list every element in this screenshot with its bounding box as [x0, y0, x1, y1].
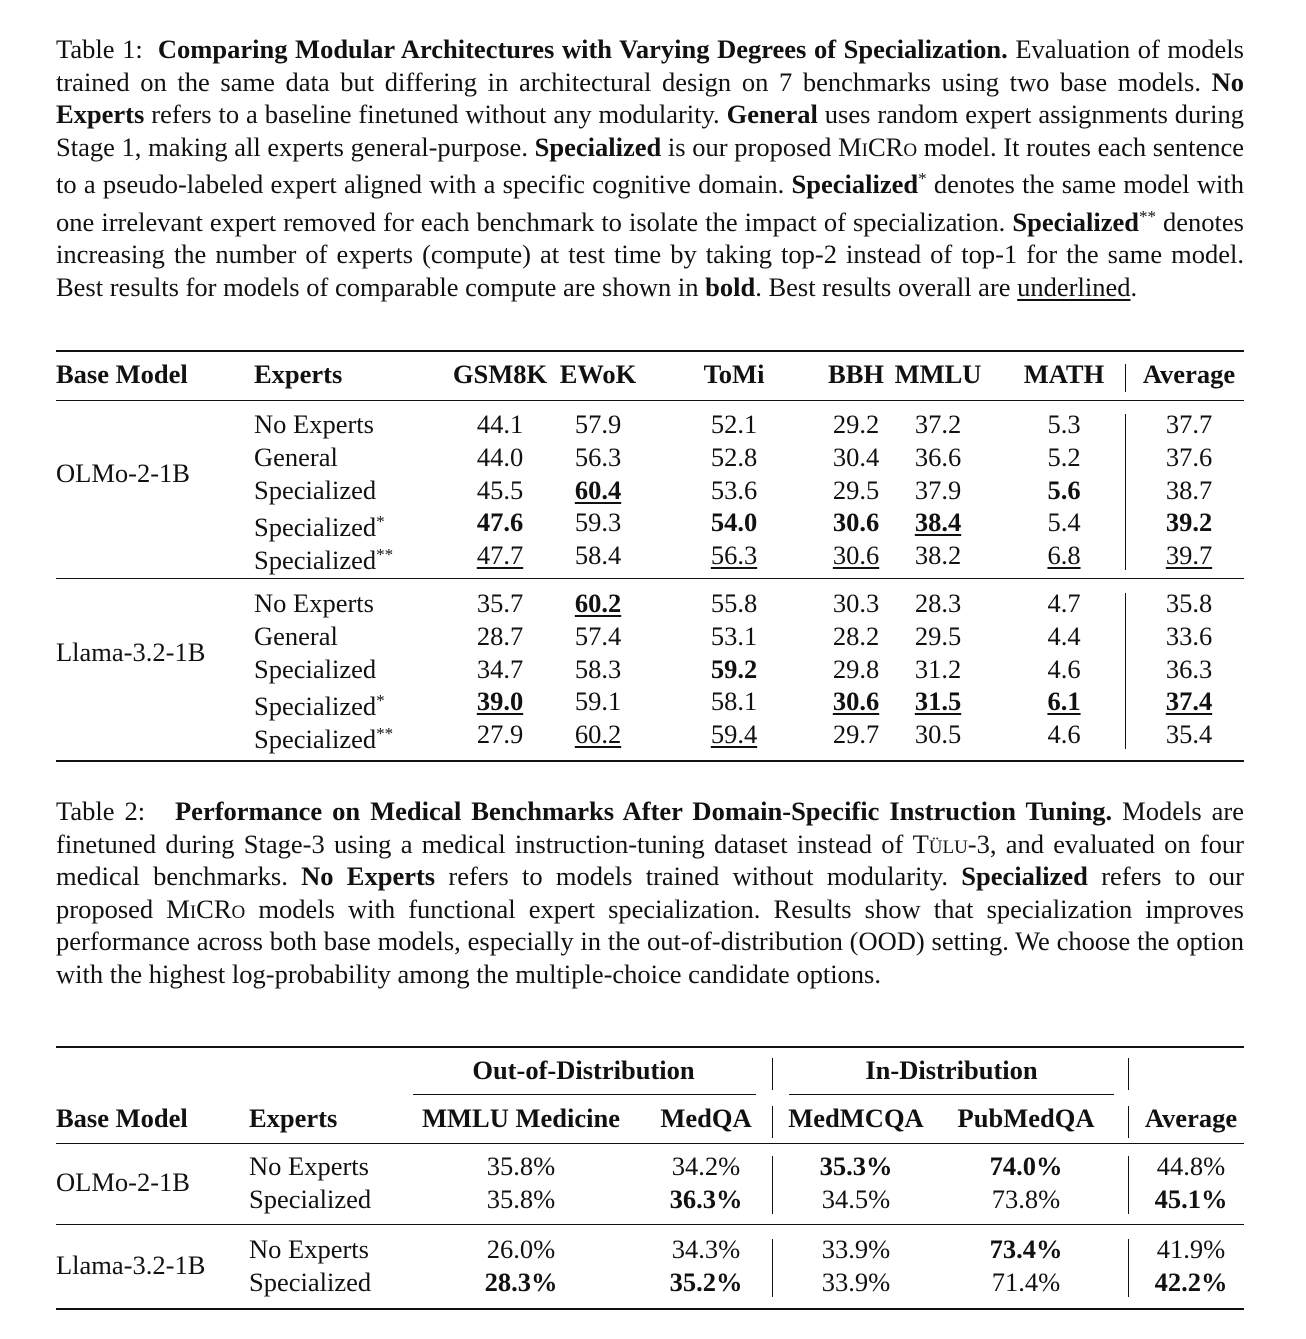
- table1-value-cell: [1004, 587, 1124, 620]
- table1-value: 28.7: [476, 620, 524, 651]
- table1-value: 33.6: [1165, 620, 1213, 651]
- table1-value: 45.5: [476, 474, 524, 505]
- table1-group-rule: [56, 578, 1244, 579]
- table2-divider: [772, 1156, 773, 1214]
- table1-value-cell: [1129, 506, 1249, 539]
- table1-value: 34.7: [476, 653, 524, 684]
- table2-divider: [772, 1058, 773, 1090]
- table1-value: 37.2: [914, 409, 962, 439]
- table1-value: 5.3: [1047, 409, 1081, 439]
- table1-value-cell: [538, 441, 658, 474]
- table1-value-cell: [538, 587, 658, 620]
- table1-experts-label: No Experts: [254, 588, 374, 618]
- table1-experts-label: Specialized**: [254, 724, 394, 755]
- table1-header-mmlu: MMLU: [894, 359, 982, 389]
- table1-value: 59.1: [574, 686, 622, 717]
- table2-value: 71.4%: [991, 1266, 1061, 1297]
- table2-header-base-model: Base Model: [56, 1103, 188, 1133]
- table1-value: 38.7: [1165, 474, 1213, 505]
- experts-superscript: **: [376, 724, 394, 744]
- caption-text: refers to models trained without modularity.: [435, 861, 962, 891]
- caption-term: General: [726, 99, 818, 129]
- table2-group-header-ood: Out-of-Distribution: [472, 1055, 695, 1085]
- table1-value: 6.8: [1047, 540, 1081, 571]
- table1-value-cell: [538, 539, 658, 572]
- table2-group-header-id: In-Distribution: [865, 1055, 1038, 1085]
- table1-value: 60.4: [574, 474, 622, 505]
- table2-divider: [1128, 1058, 1129, 1090]
- table1-value: 39.2: [1165, 507, 1213, 538]
- table2-group-rule: [56, 1224, 1244, 1225]
- table1-value-cell: [1004, 620, 1124, 653]
- caption-text: denotes increasing the number of experts (compute) at test time by taking top-2 instead of top-1 for the same model. Best results for models of comparable compute are shown in: [56, 206, 1244, 302]
- table2-value: 42.2%: [1154, 1266, 1228, 1297]
- table1: [56, 350, 1244, 762]
- table1-value: 44.0: [476, 441, 524, 472]
- table1-value-cell: [1129, 620, 1249, 653]
- table1-caption-label: Table 1:: [56, 34, 143, 64]
- table1-value: 37.7: [1165, 409, 1213, 439]
- experts-superscript: *: [376, 691, 385, 711]
- table1-experts-label: Specialized**: [254, 545, 394, 576]
- table1-group-divider: [1125, 414, 1126, 570]
- table1-header-base-model: Base Model: [56, 359, 188, 389]
- table1-value-cell: [878, 587, 998, 620]
- caption-text: Evaluation of models trained on the same data but differing in architectural design on 7 benchmarks using two base models.: [56, 34, 1244, 97]
- table1-value: 56.3: [574, 441, 622, 472]
- table2-cmidrule-ood: [413, 1094, 756, 1095]
- table1-value: 57.9: [574, 409, 622, 439]
- table1-value-cell: [674, 653, 794, 686]
- table1-value-cell: [674, 685, 794, 718]
- table1-base-model: OLMo-2-1B: [56, 458, 190, 489]
- table1-value: 29.7: [832, 719, 880, 750]
- table2-value: 45.1%: [1154, 1183, 1228, 1214]
- table1-value: 30.6: [832, 540, 880, 571]
- table1-experts-label: Specialized*: [254, 691, 385, 722]
- table1-value: 5.4: [1047, 507, 1081, 538]
- table1-header-experts: Experts: [254, 359, 343, 389]
- table1-value-cell: [674, 408, 794, 441]
- caption-model-name: MiCRo: [166, 893, 246, 924]
- table1-value: 38.4: [914, 507, 962, 538]
- table1-caption: [56, 33, 1244, 303]
- table1-value: 30.4: [832, 441, 880, 472]
- experts-superscript: **: [376, 545, 394, 565]
- table1-value: 6.1: [1047, 686, 1081, 717]
- table1-value-cell: [674, 441, 794, 474]
- table2-value: 35.3%: [819, 1151, 893, 1181]
- table2-value: 35.2%: [669, 1266, 743, 1297]
- table2-divider: [1128, 1156, 1129, 1214]
- table2-base-model: Llama-3.2-1B: [56, 1250, 206, 1281]
- table1-value: 44.1: [476, 409, 524, 439]
- table1-value: 38.2: [914, 540, 962, 571]
- table1-value-cell: [538, 718, 658, 751]
- table1-value: 28.2: [832, 620, 880, 651]
- table2-experts-label: Specialized: [249, 1183, 372, 1214]
- table2-value: 35.8%: [486, 1183, 556, 1214]
- table1-value: 59.2: [710, 653, 758, 684]
- table1-value-cell: [878, 685, 998, 718]
- table1-value-cell: [878, 620, 998, 653]
- caption-underlined-word: underlined: [1017, 271, 1131, 302]
- table1-value: 36.3: [1165, 653, 1213, 684]
- table2-value: 28.3%: [484, 1266, 558, 1297]
- table1-value: 56.3: [710, 540, 758, 571]
- table1-value-cell: [1129, 441, 1249, 474]
- caption-term: Specialized: [1012, 206, 1139, 237]
- table1-value-cell: [538, 620, 658, 653]
- table1-value-cell: [878, 718, 998, 751]
- table1-header-bbh: BBH: [828, 359, 884, 389]
- table2-value: 33.9%: [821, 1266, 891, 1297]
- table1-header-average: Average: [1142, 359, 1236, 389]
- caption-text: . Best results overall are: [755, 271, 1018, 302]
- table2-value: 73.4%: [989, 1234, 1063, 1264]
- table1-value: 58.4: [574, 540, 622, 571]
- table2-value: 41.9%: [1156, 1234, 1226, 1264]
- table1-value-cell: [674, 620, 794, 653]
- table1-header-gsm8k: GSM8K: [452, 359, 548, 389]
- table2-value: 44.8%: [1156, 1151, 1226, 1181]
- table2: [56, 1046, 1244, 1312]
- table1-value: 39.7: [1165, 540, 1213, 571]
- table2-divider: [772, 1239, 773, 1297]
- table2-header-medqa: MedQA: [660, 1103, 752, 1133]
- table1-value: 58.3: [574, 653, 622, 684]
- table2-base-model: OLMo-2-1B: [56, 1167, 190, 1198]
- table1-value: 35.8: [1165, 588, 1213, 618]
- table1-value: 58.1: [710, 686, 758, 717]
- table1-value: 39.0: [476, 686, 524, 717]
- table2-header-rule: [56, 1143, 1244, 1144]
- table2-divider: [772, 1106, 773, 1138]
- table1-bottom-rule: [56, 760, 1244, 762]
- table1-value-cell: [1004, 408, 1124, 441]
- caption-dataset-name: Tülu-3: [912, 828, 990, 859]
- table2-experts-label: No Experts: [249, 1151, 369, 1181]
- caption-sup: **: [1138, 206, 1156, 226]
- table1-value: 47.6: [476, 507, 524, 538]
- table1-value-cell: [674, 539, 794, 572]
- table2-bottom-rule: [56, 1308, 1244, 1310]
- table1-experts-label: Specialized: [254, 653, 377, 684]
- table1-value-cell: [538, 685, 658, 718]
- table1-value: 29.8: [832, 653, 880, 684]
- table1-value: 5.6: [1047, 474, 1081, 505]
- table1-value: 37.9: [914, 474, 962, 505]
- table2-caption: [56, 795, 1244, 990]
- table1-value: 54.0: [710, 507, 758, 538]
- table1-value: 27.9: [476, 719, 524, 750]
- table1-value-cell: [878, 653, 998, 686]
- table2-value: 34.5%: [821, 1183, 891, 1214]
- caption-text: model. It routes each sentence to a pseudo-labeled expert aligned with a specific cognitive domain.: [56, 131, 1245, 199]
- table1-base-model: Llama-3.2-1B: [56, 637, 206, 668]
- table1-value-cell: [538, 474, 658, 507]
- caption-term: No Experts: [301, 861, 436, 891]
- table1-value: 53.1: [710, 620, 758, 651]
- caption-model-name: MiCRo: [838, 131, 918, 162]
- table1-value: 52.8: [710, 441, 758, 472]
- table2-value: 36.3%: [669, 1183, 743, 1214]
- table1-value: 55.8: [710, 588, 758, 618]
- table1-value-cell: [1004, 685, 1124, 718]
- table1-value-cell: [878, 506, 998, 539]
- table1-value-cell: [878, 474, 998, 507]
- table1-group-divider: [1125, 593, 1126, 749]
- table2-top-rule: [56, 1046, 1244, 1048]
- table2-value: 34.2%: [671, 1151, 741, 1181]
- caption-text: is our proposed: [661, 131, 839, 162]
- caption-term: Specialized: [791, 169, 919, 199]
- table2-value: 74.0%: [989, 1151, 1063, 1181]
- table1-value-cell: [1129, 653, 1249, 686]
- table1-header-divider: [1125, 364, 1126, 392]
- table1-value-cell: [538, 506, 658, 539]
- table2-header-experts: Experts: [249, 1103, 338, 1133]
- table1-value: 4.7: [1047, 588, 1081, 618]
- table1-caption-title: Comparing Modular Architectures with Varying Degrees of Specialization.: [157, 34, 1008, 64]
- caption-text: denotes the same model with one irrelevant expert removed for each benchmark to isolate the impact of specialization.: [56, 169, 1245, 237]
- table2-cmidrule-id: [789, 1094, 1114, 1095]
- table1-value: 47.7: [476, 540, 524, 571]
- table1-experts-label: Specialized: [254, 474, 377, 505]
- table1-header-rule: [56, 400, 1244, 401]
- caption-text: models with functional expert specialization. Results show that specialization improves performance across both base models, especially in the out-of-distribution (OOD) setting. We choose the option with the highest log-probability among the multiple-choice candidate options.: [56, 893, 1244, 989]
- table1-value: 4.6: [1047, 719, 1081, 750]
- caption-term: Specialized: [534, 131, 662, 162]
- caption-sup: *: [918, 169, 927, 188]
- table2-caption-title: Performance on Medical Benchmarks After Domain-Specific Instruction Tuning.: [175, 796, 1113, 826]
- table1-value: 52.1: [710, 409, 758, 439]
- table2-value: 73.8%: [991, 1183, 1061, 1214]
- table1-value: 28.3: [914, 588, 962, 618]
- table1-value-cell: [1129, 718, 1249, 751]
- table1-value: 31.2: [914, 653, 962, 684]
- table1-value-cell: [1004, 506, 1124, 539]
- table2-value: 33.9%: [821, 1234, 891, 1264]
- table1-value-cell: [538, 653, 658, 686]
- table1-header-ewok: EWoK: [559, 359, 637, 389]
- table1-experts-label: Specialized*: [254, 512, 385, 543]
- table2-experts-label: Specialized: [249, 1266, 372, 1297]
- table1-experts-label: General: [254, 441, 338, 472]
- table1-value-cell: [1004, 441, 1124, 474]
- table1-value-cell: [1129, 539, 1249, 572]
- table1-value-cell: [674, 474, 794, 507]
- caption-text: refers to a baseline finetuned without any modularity.: [144, 99, 727, 129]
- table1-value: 35.7: [476, 588, 524, 618]
- table1-value-cell: [1004, 718, 1124, 751]
- caption-term: No Experts: [56, 66, 1244, 129]
- table1-value-cell: [674, 587, 794, 620]
- table1-value-cell: [674, 506, 794, 539]
- caption-text: Models are finetuned during Stage-3 using a medical instruction-tuning dataset instead of: [56, 796, 1244, 859]
- caption-term: Specialized: [961, 861, 1088, 891]
- table1-value-cell: [1129, 685, 1249, 718]
- table1-value: 5.2: [1047, 441, 1081, 472]
- table1-experts-label: General: [254, 620, 338, 651]
- table1-header-tomi: ToMi: [703, 359, 765, 389]
- table1-value: 29.2: [832, 409, 880, 439]
- table2-value: 26.0%: [486, 1234, 556, 1264]
- table1-value: 30.5: [914, 719, 962, 750]
- table1-value: 31.5: [914, 686, 962, 717]
- caption-text: uses random expert assignments during Stage 1, making all experts general-purpose.: [56, 99, 1244, 162]
- table1-value: 4.4: [1047, 620, 1081, 651]
- caption-term: bold: [705, 271, 756, 302]
- table1-value: 30.6: [832, 507, 880, 538]
- table1-value: 53.6: [710, 474, 758, 505]
- table2-divider: [1128, 1106, 1129, 1138]
- table1-value-cell: [878, 408, 998, 441]
- caption-text: .: [1130, 271, 1138, 302]
- caption-text: refers to our proposed: [56, 861, 1244, 924]
- table1-value-cell: [1004, 474, 1124, 507]
- table1-value-cell: [1004, 653, 1124, 686]
- table2-header-medmcqa: MedMCQA: [788, 1103, 924, 1133]
- caption-text: , and evaluated on four medical benchmarks.: [56, 828, 1245, 891]
- table1-value: 60.2: [574, 719, 622, 750]
- table2-header-pubmedqa: PubMedQA: [957, 1103, 1095, 1133]
- table1-value-cell: [1129, 587, 1249, 620]
- table1-experts-label: No Experts: [254, 409, 374, 439]
- table2-experts-label: No Experts: [249, 1234, 369, 1264]
- table1-top-rule: [56, 350, 1244, 352]
- table1-value: 30.6: [832, 686, 880, 717]
- table1-value: 37.4: [1165, 686, 1213, 717]
- table1-value-cell: [1129, 408, 1249, 441]
- table2-divider: [1128, 1239, 1129, 1297]
- table1-value: 59.4: [710, 719, 758, 750]
- table1-value: 29.5: [832, 474, 880, 505]
- table2-caption-label: Table 2:: [56, 796, 146, 826]
- table1-value: 57.4: [574, 620, 622, 651]
- table1-value: 35.4: [1165, 719, 1213, 750]
- table1-value: 30.3: [832, 588, 880, 618]
- table2-value: 34.3%: [671, 1234, 741, 1264]
- table1-value: 4.6: [1047, 653, 1081, 684]
- table1-value: 60.2: [574, 588, 622, 618]
- table1-value: 29.5: [914, 620, 962, 651]
- table1-value: 37.6: [1165, 441, 1213, 472]
- table1-value: 36.6: [914, 441, 962, 472]
- table1-value: 59.3: [574, 507, 622, 538]
- table1-value-cell: [1129, 474, 1249, 507]
- table2-header-average: Average: [1144, 1103, 1238, 1133]
- table1-value-cell: [878, 441, 998, 474]
- table1-value-cell: [1004, 539, 1124, 572]
- table2-header-mmlu-medicine: MMLU Medicine: [422, 1103, 620, 1133]
- table1-value-cell: [674, 718, 794, 751]
- table1-header-math: MATH: [1023, 359, 1105, 389]
- table2-value: 35.8%: [486, 1151, 556, 1181]
- table1-value-cell: [878, 539, 998, 572]
- table1-value-cell: [538, 408, 658, 441]
- experts-superscript: *: [376, 512, 385, 532]
